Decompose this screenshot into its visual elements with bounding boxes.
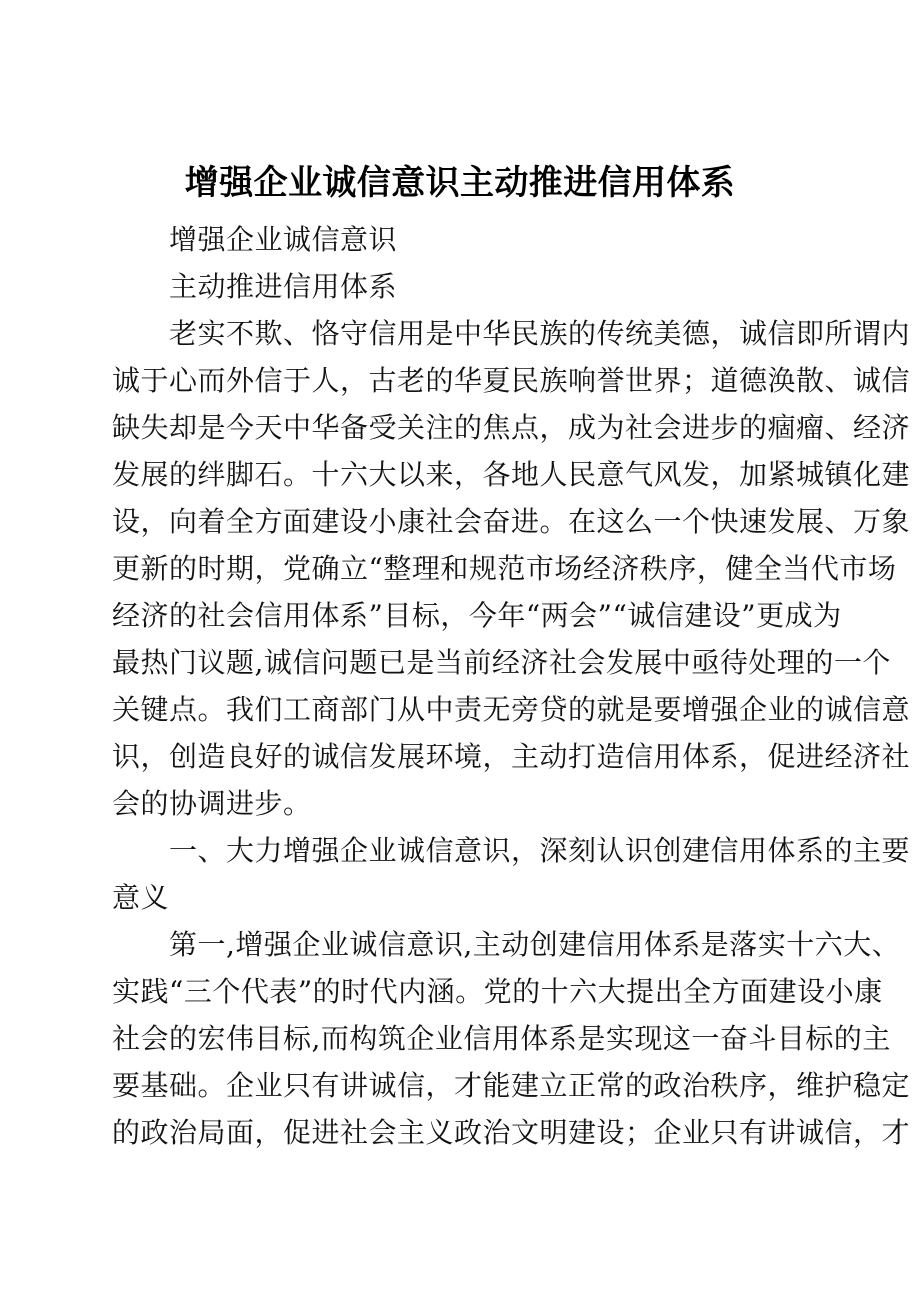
text-line: 识，创造良好的诚信发展环境，主动打造信用体系，促进经济社 [112, 740, 911, 773]
text-line: 发展的绊脚石。十六大以来，各地人民意气风发，加紧城镇化建 [112, 458, 911, 491]
text-line: 第一,增强企业诚信意识,主动创建信用体系是落实十六大、 [169, 928, 901, 961]
text-line: 更新的时期，党确立“整理和规范市场经济秩序，健全当代市场 [112, 552, 897, 585]
text-line: 社会的宏伟目标,而构筑企业信用体系是实现这一奋斗目标的主 [112, 1022, 891, 1055]
text-line: 增强企业诚信意识 [169, 223, 398, 256]
text-line: 主动推进信用体系 [169, 270, 398, 303]
text-line: 要基础。企业只有讲诚信，才能建立正常的政治秩序，维护稳定 [112, 1069, 911, 1102]
document-body [112, 216, 912, 1156]
text-line: 经济的社会信用体系”目标，今年“两会”“诚信建设”更成为 [112, 599, 842, 632]
text-line: 会的协调进步。 [112, 787, 312, 820]
text-line: 老实不欺、恪守信用是中华民族的传统美德，诚信即所谓内 [169, 317, 911, 350]
document-title: 增强企业诚信意识主动推进信用体系 [184, 163, 736, 203]
text-line: 实践“三个代表”的时代内涵。党的十六大提出全方面建设小康 [112, 975, 883, 1008]
text-line: 的政治局面，促进社会主义政治文明建设；企业只有讲诚信，才 [112, 1116, 911, 1149]
text-line: 意义 [112, 881, 170, 914]
text-line: 诚于心而外信于人，古老的华夏民族响誉世界；道德涣散、诚信 [112, 364, 911, 397]
text-line: 关键点。我们工商部门从中责无旁贷的就是要增强企业的诚信意 [112, 693, 911, 726]
text-line: 最热门议题,诚信问题已是当前经济社会发展中亟待处理的一个 [112, 646, 891, 679]
text-line: 设，向着全方面建设小康社会奋进。在这么一个快速发展、万象 [112, 505, 911, 538]
text-line: 一、大力增强企业诚信意识，深刻认识创建信用体系的主要 [169, 834, 911, 867]
text-line: 缺失却是今天中华备受关注的焦点，成为社会进步的痼瘤、经济 [112, 411, 911, 444]
